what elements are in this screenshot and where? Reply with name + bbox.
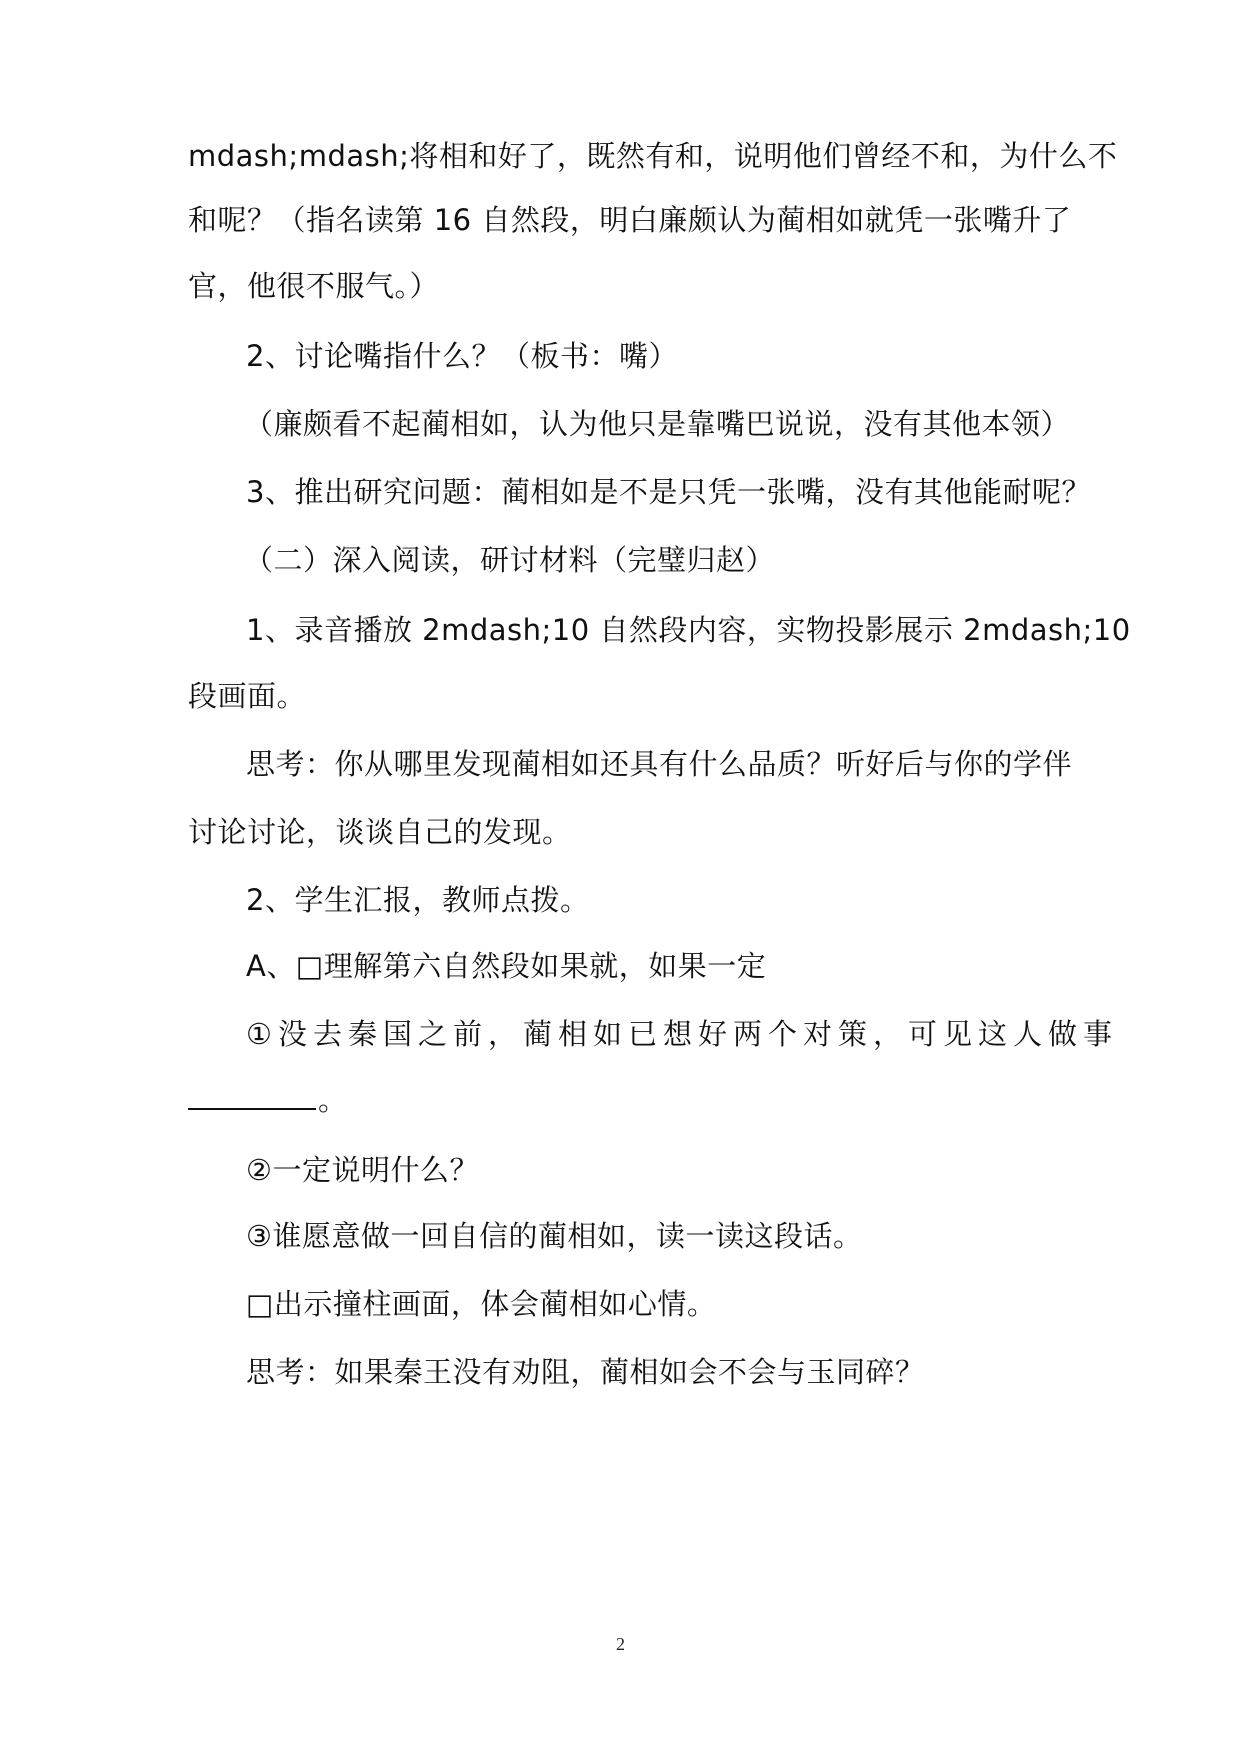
text-line: 2、讨论嘴指什么？（板书：嘴） (246, 339, 678, 373)
text-line: 2、学生汇报，教师点拨。 (246, 883, 590, 917)
text-line: 讨论讨论，谈谈自己的发现。 (188, 815, 572, 849)
section-heading: （二）深入阅读，研讨材料（完璧归赵） (244, 543, 776, 577)
text-line: 官，他很不服气。） (188, 269, 440, 303)
text-line: 思考：如果秦王没有劝阻，蔺相如会不会与玉同碎？ (246, 1355, 925, 1389)
text-line: mdash;mdash;将相和好了，既然有和，说明他们曾经不和，为什么不 (188, 139, 1118, 173)
text-line: 1、录音播放 2mdash;10 自然段内容，实物投影展示 2mdash;10 (246, 613, 1131, 647)
text-line: 3、推出研究问题：蔺相如是不是只凭一张嘴，没有其他能耐呢？ (246, 475, 1091, 509)
text-line: ③谁愿意做一回自信的蔺相如，读一读这段话。 (246, 1219, 863, 1253)
text-line: （廉颇看不起蔺相如，认为他只是靠嘴巴说说，没有其他本领） (244, 407, 1071, 441)
page-number: 2 (616, 1634, 625, 1654)
text-line: A、□理解第六自然段如果就，如果一定 (246, 949, 767, 983)
text-fragment: 。 (318, 1083, 348, 1117)
text-line: 段画面。 (188, 679, 307, 713)
text-line: 思考：你从哪里发现蔺相如还具有什么品质？听好后与你的学伴 (246, 747, 1073, 781)
fill-blank-line (188, 1080, 348, 1120)
fill-blank (188, 1086, 316, 1110)
text-line: □出示撞柱画面，体会蔺相如心情。 (246, 1287, 717, 1321)
text-line: ①没去秦国之前，蔺相如已想好两个对策，可见这人做事 (246, 1017, 1118, 1051)
text-line: 和呢？（指名读第 16 自然段，明白廉颇认为蔺相如就凭一张嘴升了 (188, 203, 1072, 237)
text-line: ②一定说明什么？ (246, 1153, 479, 1187)
